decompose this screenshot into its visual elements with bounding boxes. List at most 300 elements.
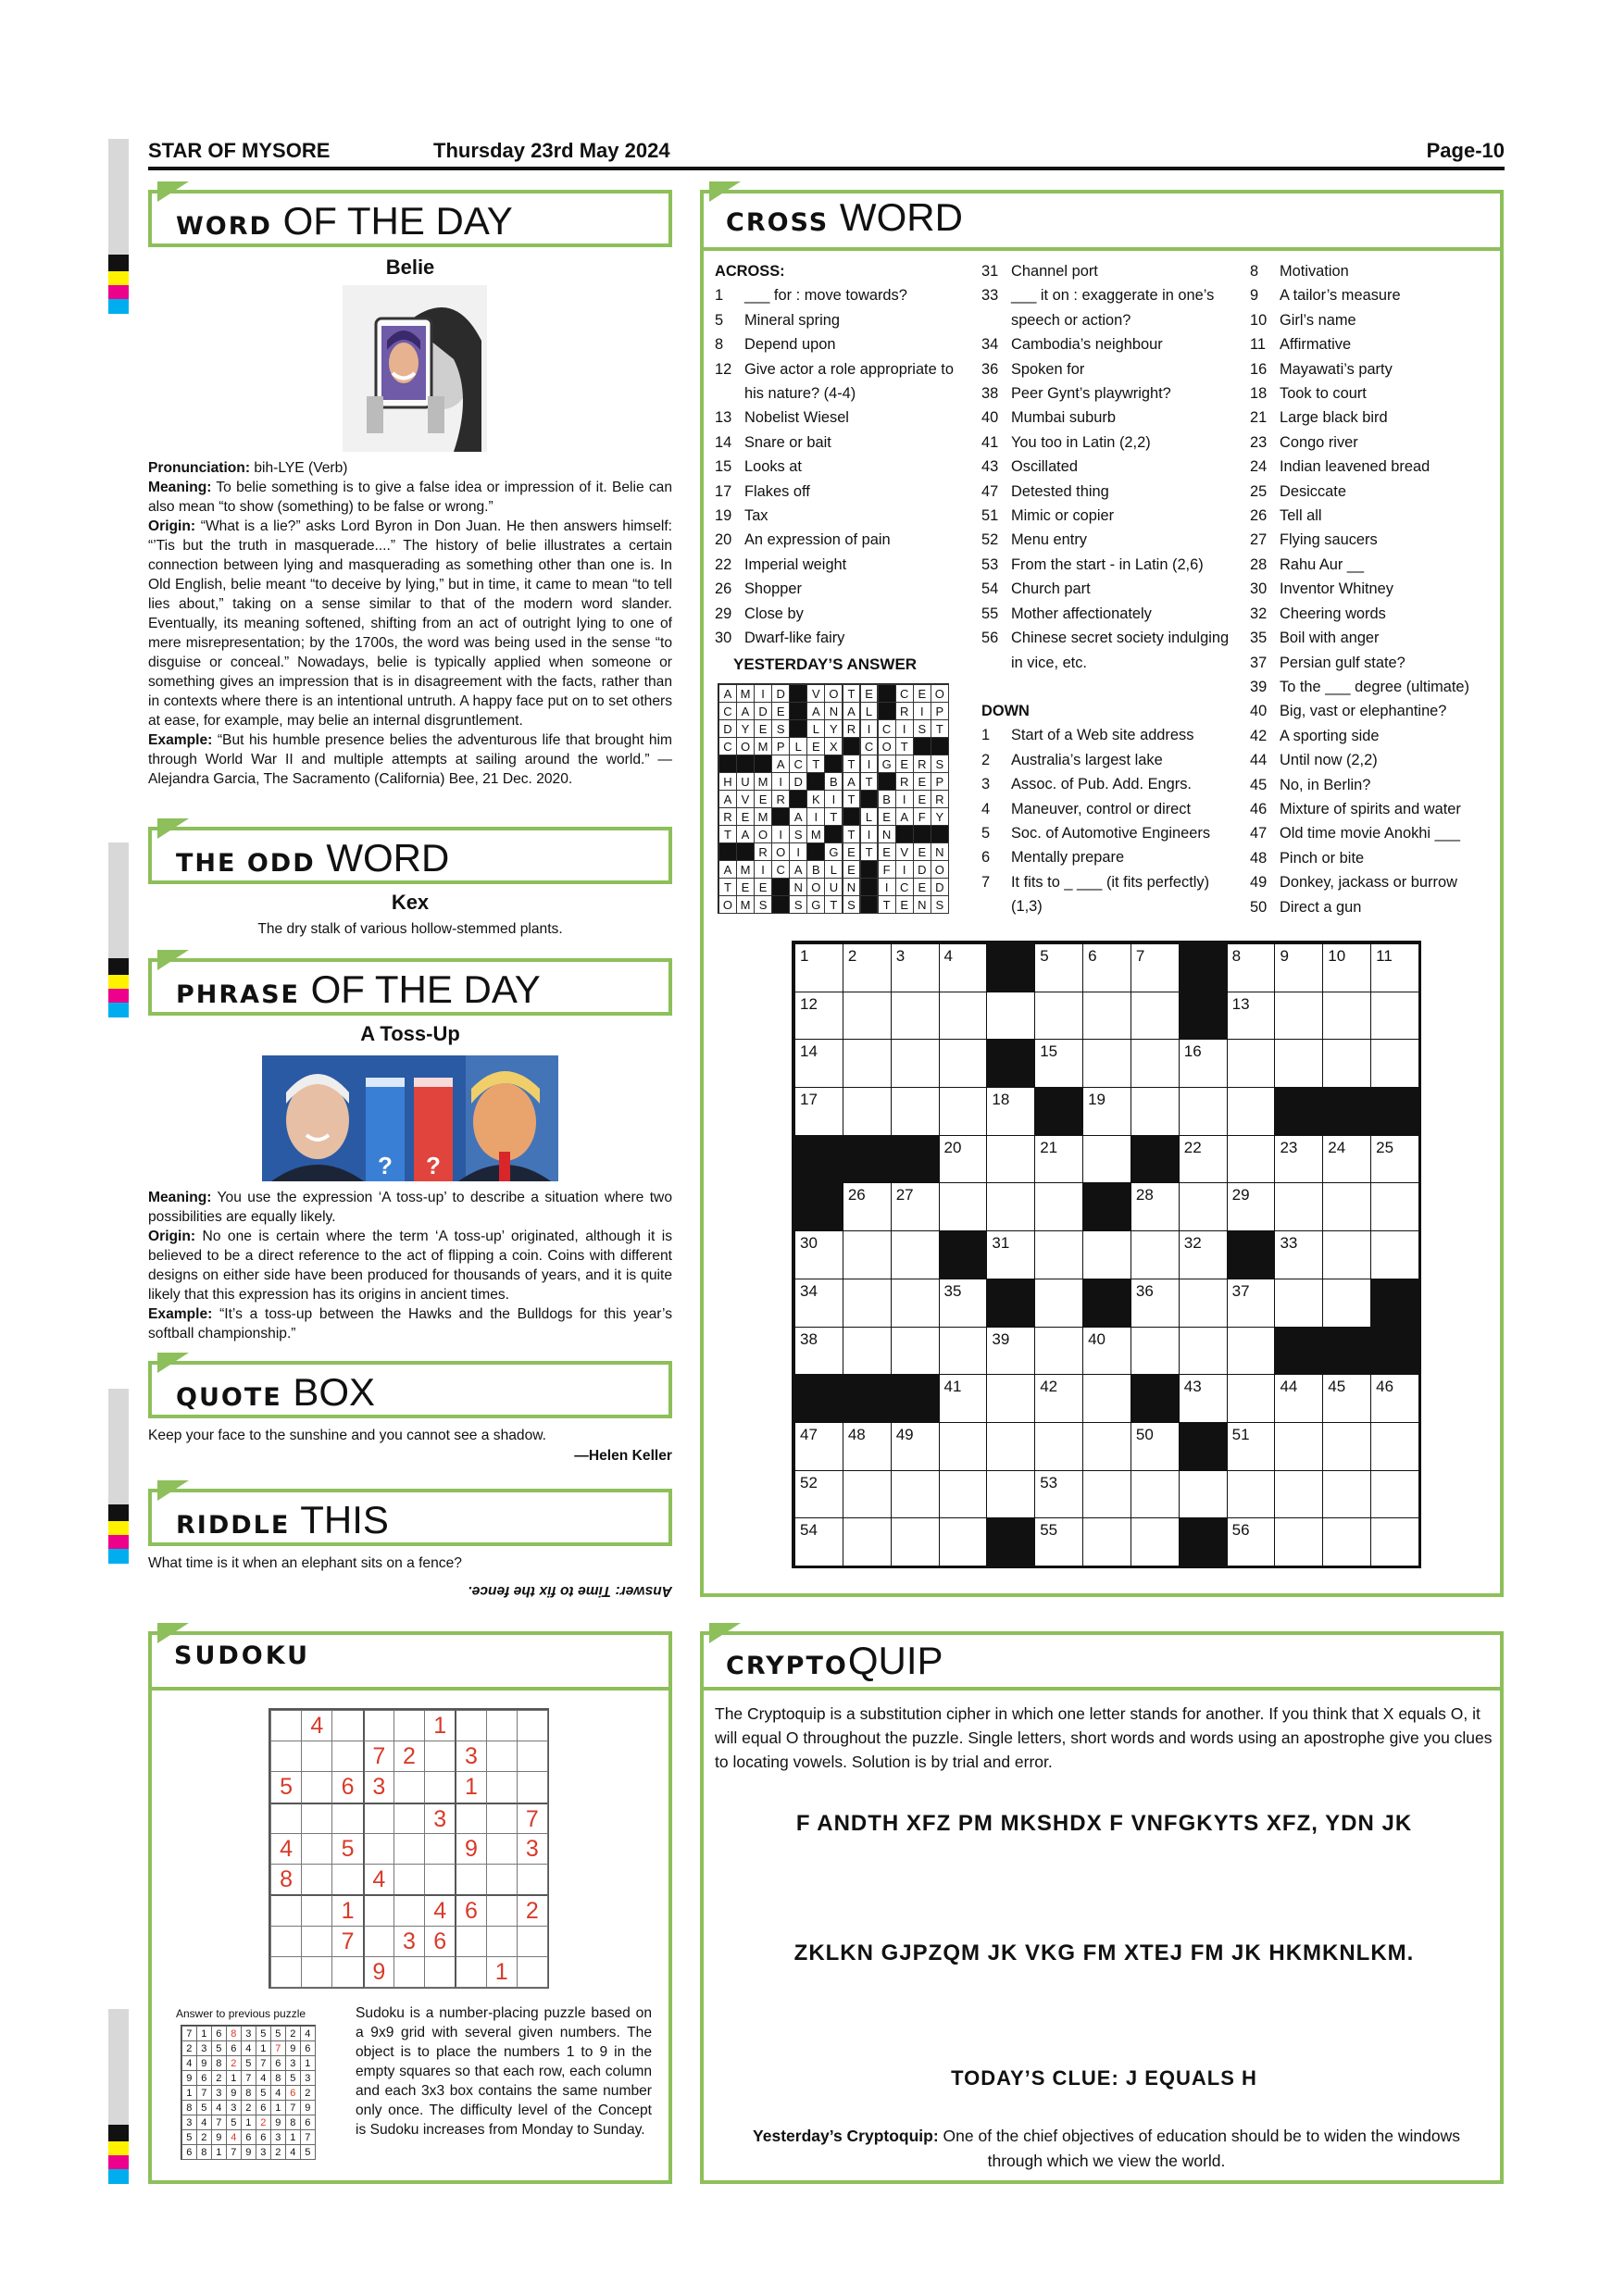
answer-digit: 5	[241, 2055, 256, 2071]
crossword-cell[interactable]	[1227, 1135, 1276, 1184]
crossword-cell[interactable]	[1274, 1279, 1323, 1328]
crossword-cell[interactable]	[1034, 1517, 1083, 1566]
crossword-cell[interactable]	[1227, 1182, 1276, 1231]
crossword-cell[interactable]	[1322, 943, 1371, 992]
crossword-cell[interactable]	[986, 992, 1035, 1041]
crossword-cell[interactable]	[1034, 992, 1083, 1041]
clue-item	[981, 528, 1231, 552]
crossword-cell[interactable]	[939, 943, 988, 992]
crossword-cell[interactable]	[1131, 1087, 1180, 1136]
sudoku-cell[interactable]	[424, 1956, 456, 1988]
crossword-cell[interactable]	[1370, 1182, 1419, 1231]
answer-cell: O	[878, 737, 896, 755]
crossword-black-cell	[1131, 1135, 1180, 1184]
crossword-cell[interactable]	[1227, 1279, 1276, 1328]
crossword-cell[interactable]	[1322, 1422, 1371, 1471]
crossword-cell[interactable]	[1274, 1470, 1323, 1519]
answer-black-cell	[913, 825, 931, 843]
crossword-cell[interactable]	[1082, 1374, 1131, 1423]
answer-cell: N	[931, 842, 949, 861]
clue-item	[981, 480, 1231, 504]
crossword-cell[interactable]	[794, 1470, 843, 1519]
crossword-cell[interactable]	[891, 1182, 940, 1231]
sudoku-cell[interactable]	[424, 1741, 456, 1772]
crossword-cell[interactable]	[1227, 1374, 1276, 1423]
clue-item	[981, 332, 1231, 356]
answer-cell: I	[754, 684, 772, 703]
cell-number: 40	[1088, 1329, 1106, 1348]
crossword-cell[interactable]	[1131, 1422, 1180, 1471]
sudoku-cell[interactable]	[301, 1803, 332, 1834]
crossword-cell[interactable]	[1131, 1279, 1180, 1328]
crossword-cell[interactable]	[891, 1039, 940, 1088]
crossword-cell[interactable]	[891, 1087, 940, 1136]
answer-cell: E	[843, 860, 861, 879]
sudoku-cell[interactable]	[455, 1926, 486, 1957]
crossword-cell[interactable]	[1274, 1039, 1323, 1088]
sudoku-cell[interactable]	[394, 1803, 425, 1834]
across-label: ACROSS:	[715, 263, 785, 280]
crossword-cell[interactable]	[1082, 943, 1131, 992]
crossword-cell[interactable]	[939, 1470, 988, 1519]
sudoku-cell[interactable]	[486, 1864, 518, 1895]
crossword-cell[interactable]	[1034, 1422, 1083, 1471]
crossword-cell[interactable]	[843, 1230, 892, 1279]
crossword-cell[interactable]	[986, 1470, 1035, 1519]
answer-cell: E	[754, 878, 772, 896]
sudoku-cell[interactable]	[394, 1771, 425, 1803]
crossword-cell[interactable]	[939, 1279, 988, 1328]
crossword-cell[interactable]	[986, 1087, 1035, 1136]
crossword-cell[interactable]	[1034, 1374, 1083, 1423]
clue-number: 19	[715, 507, 732, 525]
crossword-cell[interactable]	[1131, 1470, 1180, 1519]
sudoku-cell[interactable]	[301, 1771, 332, 1803]
sudoku-cell[interactable]	[363, 1803, 394, 1834]
crossword-cell[interactable]	[986, 1374, 1035, 1423]
sudoku-cell[interactable]	[331, 1741, 363, 1772]
crossword-cell[interactable]	[1034, 1327, 1083, 1376]
crossword-cell[interactable]	[843, 1470, 892, 1519]
crossword-cell[interactable]	[939, 1374, 988, 1423]
clue-text: Flying saucers	[1280, 531, 1378, 549]
crossword-cell[interactable]	[1179, 1279, 1228, 1328]
clue-item	[1250, 406, 1500, 430]
sudoku-cell[interactable]	[424, 1833, 456, 1865]
crossword-cell[interactable]	[794, 943, 843, 992]
clue-text: Until now (2,2)	[1280, 752, 1378, 769]
sudoku-cell[interactable]	[424, 1864, 456, 1895]
crossword-cell[interactable]	[1179, 1327, 1228, 1376]
clue-number: 52	[981, 531, 999, 549]
sudoku-grid[interactable]	[269, 1708, 549, 1989]
crossword-cell[interactable]	[1274, 992, 1323, 1041]
sudoku-cell[interactable]	[301, 1741, 332, 1772]
crossword-cell[interactable]	[1131, 1517, 1180, 1566]
crossword-cell[interactable]	[1322, 1374, 1371, 1423]
crossword-cell[interactable]	[1274, 1374, 1323, 1423]
answer-cell: S	[771, 719, 790, 738]
answer-cell: N	[843, 878, 861, 896]
crossword-cell[interactable]	[794, 1279, 843, 1328]
crossword-cell[interactable]	[1227, 1517, 1276, 1566]
sudoku-cell[interactable]	[270, 1894, 302, 1926]
cell-number: 18	[992, 1091, 1010, 1109]
answer-cell: Y	[736, 719, 755, 738]
crossword-cell[interactable]	[1179, 1087, 1228, 1136]
crossword-cell[interactable]	[891, 1279, 940, 1328]
cell-number: 55	[1040, 1521, 1058, 1540]
answer-cell: M	[754, 737, 772, 755]
answer-digit: 8	[285, 2115, 301, 2130]
crossword-cell[interactable]	[1034, 1182, 1083, 1231]
sudoku-cell[interactable]	[301, 1926, 332, 1957]
sudoku-cell[interactable]	[301, 1833, 332, 1865]
clue-item	[1250, 699, 1500, 723]
crossword-cell[interactable]	[891, 1422, 940, 1471]
crossword-cell[interactable]	[1370, 992, 1419, 1041]
answer-cell: E	[895, 755, 914, 773]
sudoku-cell: 3	[394, 1926, 425, 1957]
clue-item	[1250, 332, 1500, 356]
crossword-cell[interactable]	[891, 992, 940, 1041]
clue-text: Tell all	[1280, 507, 1322, 525]
clue-text: ___ for : move towards?	[744, 287, 907, 305]
crossword-cell[interactable]	[986, 1422, 1035, 1471]
answer-digit: 4	[211, 2100, 227, 2115]
divider	[152, 1687, 668, 1691]
crossword-cell[interactable]	[986, 1135, 1035, 1184]
sudoku-cell[interactable]	[517, 1710, 548, 1741]
crossword-cell[interactable]	[1131, 1039, 1180, 1088]
crossword-cell[interactable]	[1131, 1182, 1180, 1231]
crossword-cell[interactable]	[939, 1182, 988, 1231]
sudoku-cell[interactable]	[486, 1771, 518, 1803]
clue-number: 30	[1250, 580, 1268, 598]
cell-number: 33	[1280, 1234, 1298, 1253]
answer-cell: R	[718, 807, 737, 826]
registration-mark	[108, 2125, 129, 2141]
crossword-cell[interactable]	[1227, 1087, 1276, 1136]
sudoku-cell[interactable]	[517, 1956, 548, 1988]
crossword-cell[interactable]	[1131, 943, 1180, 992]
sudoku-cell[interactable]	[455, 1710, 486, 1741]
crossword-cell[interactable]	[1131, 1230, 1180, 1279]
answer-cell: D	[754, 702, 772, 720]
clue-number: 44	[1250, 752, 1268, 769]
crossword-cell[interactable]	[1082, 992, 1131, 1041]
crossword-cell[interactable]	[843, 1039, 892, 1088]
crossword-cell[interactable]	[1322, 1517, 1371, 1566]
sudoku-cell[interactable]	[394, 1956, 425, 1988]
answer-cell: U	[824, 878, 843, 896]
clue-text: A tailor’s measure	[1280, 287, 1401, 305]
crossword-cell[interactable]	[1179, 1182, 1228, 1231]
answer-cell: T	[718, 878, 737, 896]
sudoku-cell[interactable]	[331, 1710, 363, 1741]
crossword-cell[interactable]	[939, 1517, 988, 1566]
sudoku-cell[interactable]	[424, 1771, 456, 1803]
crossword-cell[interactable]	[891, 1230, 940, 1279]
crossword-cell[interactable]	[939, 992, 988, 1041]
crossword-cell[interactable]	[1274, 1182, 1323, 1231]
crossword-cell[interactable]	[1082, 1517, 1131, 1566]
sudoku-cell[interactable]	[394, 1710, 425, 1741]
crossword-cell[interactable]	[1227, 1422, 1276, 1471]
answer-digit: 4	[196, 2115, 212, 2130]
crossword-cell[interactable]	[843, 1182, 892, 1231]
crossword-cell[interactable]	[843, 1517, 892, 1566]
crossword-cell[interactable]	[1034, 1470, 1083, 1519]
answer-digit: 2	[196, 2129, 212, 2145]
clue-number: 5	[981, 824, 991, 842]
answer-black-cell	[789, 702, 807, 720]
crossword-cell[interactable]	[1322, 1135, 1371, 1184]
answer-black-cell	[736, 755, 755, 773]
answer-cell: I	[895, 860, 914, 879]
sudoku-cell[interactable]	[455, 1803, 486, 1834]
crossword-cell[interactable]	[1370, 1230, 1419, 1279]
cell-number: 21	[1040, 1138, 1058, 1156]
crossword-cell[interactable]	[843, 1087, 892, 1136]
crossword-cell[interactable]	[1082, 1230, 1131, 1279]
crossword-cell[interactable]	[1131, 1327, 1180, 1376]
crossword-cell[interactable]	[794, 1039, 843, 1088]
crossword-cell[interactable]	[1082, 1327, 1131, 1376]
answer-cell: M	[736, 860, 755, 879]
sudoku-cell[interactable]	[331, 1803, 363, 1834]
crossword-cell[interactable]	[843, 1279, 892, 1328]
crossword-cell[interactable]	[1034, 1279, 1083, 1328]
crossword-cell[interactable]	[1227, 992, 1276, 1041]
crossword-cell[interactable]	[1274, 1517, 1323, 1566]
registration-mark	[108, 1535, 129, 1549]
crossword-cell[interactable]	[843, 943, 892, 992]
sudoku-cell[interactable]	[394, 1894, 425, 1926]
crossword-cell[interactable]	[1034, 943, 1083, 992]
answer-cell: T	[824, 895, 843, 914]
crossword-cell[interactable]	[843, 1327, 892, 1376]
crossword-cell[interactable]	[1322, 1279, 1371, 1328]
cell-number: 2	[847, 947, 857, 965]
sudoku-cell[interactable]	[486, 1710, 518, 1741]
answer-digit: 7	[196, 2085, 212, 2101]
yesterday-cryptoquip: Yesterday’s Cryptoquip: One of the chief objectives of education should be to widen the windows through which we view the world.	[753, 2127, 1460, 2170]
crossword-cell[interactable]	[1082, 1087, 1131, 1136]
crossword-cell[interactable]	[1370, 1039, 1419, 1088]
crossword-cell[interactable]	[1179, 1470, 1228, 1519]
sudoku-cell[interactable]	[301, 1864, 332, 1895]
crossword-cell[interactable]	[986, 1182, 1035, 1231]
crossword-cell[interactable]	[1227, 1039, 1276, 1088]
crossword-cell[interactable]	[1082, 1039, 1131, 1088]
crossword-cell[interactable]	[986, 1327, 1035, 1376]
clue-number: 20	[715, 531, 732, 549]
crossword-cell[interactable]	[891, 1470, 940, 1519]
sudoku-cell[interactable]	[517, 1741, 548, 1772]
sudoku-cell[interactable]	[301, 1894, 332, 1926]
crossword-cell[interactable]	[939, 1422, 988, 1471]
clue-number: 51	[981, 507, 999, 525]
crossword-cell[interactable]	[794, 1230, 843, 1279]
crossword-cell[interactable]	[1082, 1470, 1131, 1519]
clue-text: Old time movie Anokhi ___	[1280, 825, 1460, 842]
sudoku-cell[interactable]	[363, 1926, 394, 1957]
sudoku-cell[interactable]	[486, 1926, 518, 1957]
answer-digit: 7	[181, 2026, 197, 2041]
clue-number: 21	[1250, 409, 1268, 427]
answer-cell: O	[754, 825, 772, 843]
word-definition-block: Pronunciation: bih-LYE (Verb) Meaning: To belie something is to give a false idea or impression of it. Belie can also mean “to show (something) to be false or wrong.” Origin: “What is a lie?” asks Lord Byron in Don Juan. He then answers himself: “’Tis but the truth in masquerade....” The history of belie illustrates a certain connection between lying and masquerading as something other than one is. In Old English, belie meant “to deceive by lying,” but in time, it came to mean “to tell lies about,” taking on a sense similar to that of the modern word slander. Eventually, its meaning softened, shifting from an act of outright lying to one of mere misrepresentation; by the 1700s, the word was being used in the sense “to disguise or conceal.” Nowadays, belie is typically applied when someone or something gives an impression that is in disagreement with the facts, rather than in contexts where there is an intentional untruth. A happy face put on to set others at ease, for example, may belie an internal disgruntlement. Example: “But his humble presence belies the adventurous life that brought him through World War II and multiple attempts at sailing around the world.” — Alejandra Garcia, The Sacramento (California) Bee, 21 Dec. 2020.	[148, 460, 672, 787]
crossword-black-cell	[986, 1279, 1035, 1328]
sudoku-cell[interactable]	[486, 1803, 518, 1834]
sudoku-cell: 4	[301, 1710, 332, 1741]
crossword-cell[interactable]	[939, 1087, 988, 1136]
crossword-cell[interactable]	[1322, 1182, 1371, 1231]
crossword-black-cell	[939, 1230, 988, 1279]
answer-cell: S	[913, 719, 931, 738]
crossword-cell[interactable]	[891, 1327, 940, 1376]
answer-black-cell	[931, 737, 949, 755]
clue-text: Nobelist Wiesel	[744, 409, 849, 427]
sudoku-cell[interactable]	[363, 1710, 394, 1741]
cell-number: 11	[1376, 947, 1393, 965]
phrase-header	[148, 958, 672, 1016]
crossword-cell[interactable]	[1034, 1230, 1083, 1279]
crossword-cell[interactable]	[1274, 1230, 1323, 1279]
crossword-cell[interactable]	[1227, 1470, 1276, 1519]
crossword-cell[interactable]	[1274, 1422, 1323, 1471]
crossword-cell[interactable]	[939, 1327, 988, 1376]
sudoku-cell[interactable]	[486, 1741, 518, 1772]
crossword-cell[interactable]	[1274, 943, 1323, 992]
clue-text: Inventor Whitney	[1280, 580, 1393, 598]
crossword-cell[interactable]	[939, 1135, 988, 1184]
sudoku-cell[interactable]	[363, 1894, 394, 1926]
crossword-cell[interactable]	[794, 1087, 843, 1136]
answer-black-cell	[913, 737, 931, 755]
crossword-grid[interactable]	[792, 941, 1421, 1568]
answer-cell: A	[806, 702, 825, 720]
crossword-cell[interactable]	[1370, 1422, 1419, 1471]
sudoku-cell[interactable]	[331, 1864, 363, 1895]
crossword-cell[interactable]	[1082, 1135, 1131, 1184]
sudoku-cell[interactable]	[301, 1956, 332, 1988]
crossword-cell[interactable]	[1034, 1039, 1083, 1088]
answer-cell: E	[843, 842, 861, 861]
answer-digit: 6	[285, 2085, 301, 2101]
crossword-cell[interactable]	[1370, 1374, 1419, 1423]
question-mark: ?	[426, 1152, 441, 1179]
sudoku-cell[interactable]	[363, 1833, 394, 1865]
crossword-cell[interactable]	[1322, 992, 1371, 1041]
sudoku-cell[interactable]	[455, 1956, 486, 1988]
sudoku-cell[interactable]	[270, 1926, 302, 1957]
section-title: PHRASE OF THE DAY	[176, 967, 541, 1011]
crossword-cell[interactable]	[1370, 1470, 1419, 1519]
clue-number: 34	[981, 336, 999, 354]
sudoku-cell[interactable]	[517, 1771, 548, 1803]
answer-cell: R	[754, 842, 772, 861]
sudoku-cell[interactable]	[455, 1864, 486, 1895]
sudoku-cell[interactable]	[331, 1956, 363, 1988]
answer-cell: P	[931, 702, 949, 720]
crossword-cell[interactable]	[891, 943, 940, 992]
answer-digit: 5	[226, 2115, 242, 2130]
crossword-cell[interactable]	[939, 1039, 988, 1088]
sudoku-cell[interactable]	[270, 1803, 302, 1834]
crossword-cell[interactable]	[794, 992, 843, 1041]
crossword-cell[interactable]	[1370, 1517, 1419, 1566]
crossword-cell[interactable]	[1179, 1135, 1228, 1184]
crossword-black-cell	[1322, 1087, 1371, 1136]
cell-number: 47	[800, 1425, 818, 1443]
crossword-cell[interactable]	[986, 1230, 1035, 1279]
crossword-cell[interactable]	[891, 1517, 940, 1566]
crossword-cell[interactable]	[1322, 1039, 1371, 1088]
answer-cell: C	[895, 684, 914, 703]
crossword-cell[interactable]	[1370, 943, 1419, 992]
answer-cell: S	[789, 825, 807, 843]
crossword-cell[interactable]	[843, 992, 892, 1041]
sudoku-cell[interactable]	[270, 1710, 302, 1741]
crossword-cell[interactable]	[1179, 1374, 1228, 1423]
crossword-cell[interactable]	[1274, 1135, 1323, 1184]
crossword-cell[interactable]	[843, 1422, 892, 1471]
crossword-cell[interactable]	[1179, 1230, 1228, 1279]
answer-black-cell	[860, 860, 879, 879]
crossword-cell[interactable]	[1082, 1422, 1131, 1471]
answer-digit: 7	[241, 2070, 256, 2086]
sudoku-cell[interactable]	[517, 1864, 548, 1895]
crossword-cell[interactable]	[1227, 943, 1276, 992]
sudoku-cell[interactable]	[486, 1833, 518, 1865]
sudoku-cell[interactable]	[270, 1956, 302, 1988]
crossword-cell[interactable]	[794, 1422, 843, 1471]
crossword-cell[interactable]	[1227, 1327, 1276, 1376]
crossword-cell[interactable]	[1131, 992, 1180, 1041]
answer-digit: 3	[181, 2115, 197, 2130]
sudoku-cell: 4	[363, 1864, 394, 1895]
answer-cell: T	[860, 842, 879, 861]
crossword-cell[interactable]	[1179, 1039, 1228, 1088]
sudoku-cell[interactable]	[517, 1926, 548, 1957]
crossword-cell[interactable]	[1322, 1230, 1371, 1279]
sudoku-cell[interactable]	[394, 1833, 425, 1865]
crossword-cell[interactable]	[794, 1517, 843, 1566]
cell-number: 53	[1040, 1473, 1058, 1491]
clue-item	[715, 357, 956, 406]
answer-black-cell	[806, 772, 825, 791]
crossword-black-cell	[1322, 1327, 1371, 1376]
crossword-cell[interactable]	[794, 1327, 843, 1376]
crossword-cell[interactable]	[1370, 1135, 1419, 1184]
registration-mark	[108, 1549, 129, 1564]
answer-cell: I	[860, 755, 879, 773]
answer-cell: M	[806, 825, 825, 843]
crossword-black-cell	[1370, 1087, 1419, 1136]
sudoku-cell[interactable]	[394, 1864, 425, 1895]
sudoku-cell[interactable]	[270, 1741, 302, 1772]
clue-text: Donkey, jackass or burrow	[1280, 874, 1457, 892]
crossword-cell[interactable]	[1322, 1470, 1371, 1519]
sudoku-cell[interactable]	[486, 1894, 518, 1926]
crossword-cell[interactable]	[1034, 1135, 1083, 1184]
answer-cell: P	[931, 772, 949, 791]
divider	[704, 247, 1500, 251]
crossword-black-cell	[1179, 1422, 1228, 1471]
clue-number: 36	[981, 360, 999, 378]
